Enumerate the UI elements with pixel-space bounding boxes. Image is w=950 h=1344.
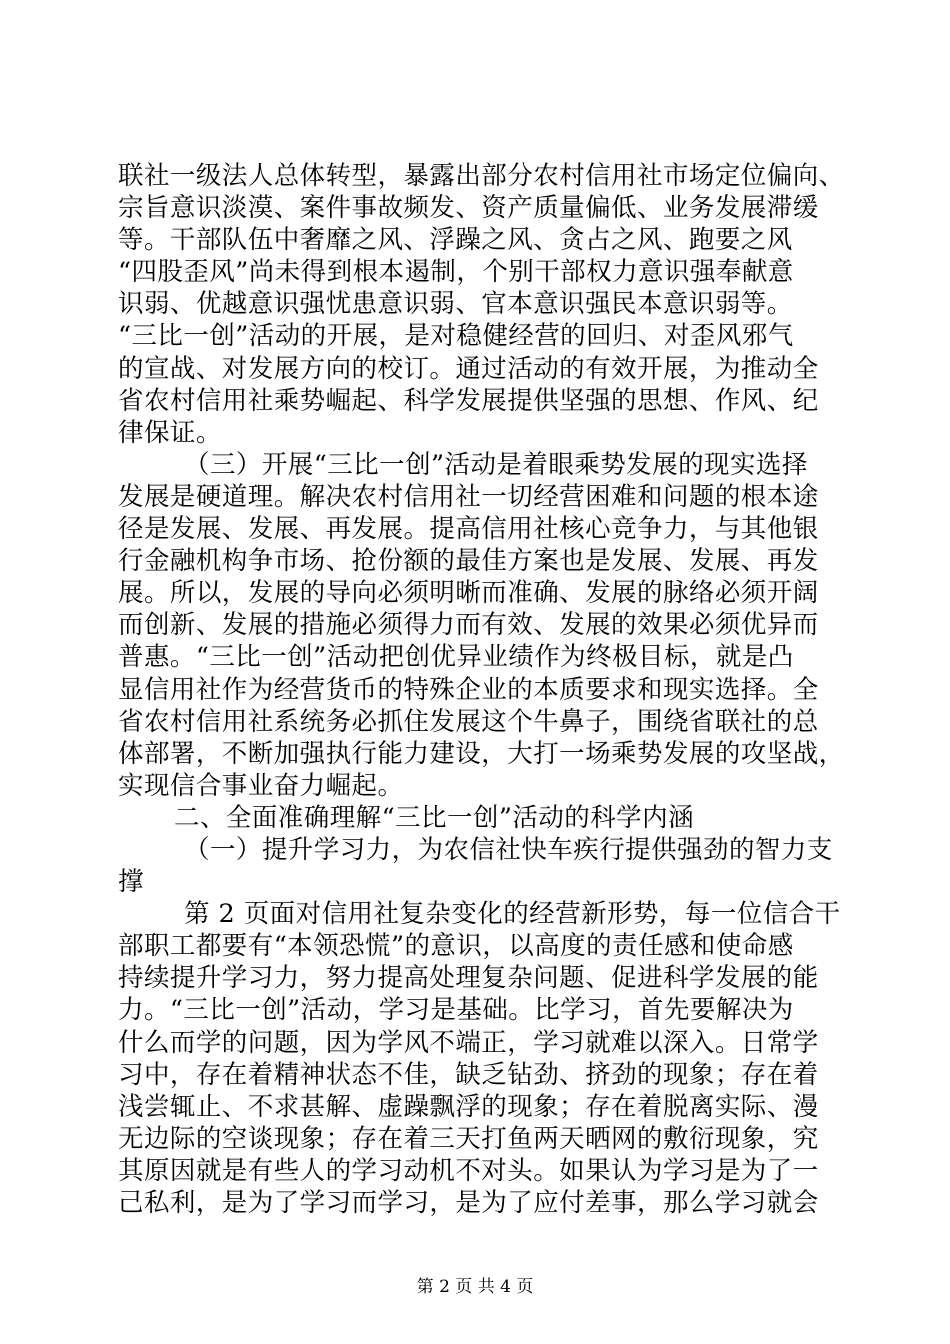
text-line: “三比一创”活动的开展，是对稳健经营的回归、对歪风邪气: [118, 321, 794, 352]
text-line: 二、全面准确理解“三比一创”活动的科学内涵: [174, 802, 695, 833]
text-line: 无边际的空谈现象；存在着三天打鱼两天晒网的敷衍现象，究: [118, 1123, 819, 1154]
text-line: 展。所以，发展的导向必须明晰而准确、发展的脉络必须开阔: [118, 578, 819, 609]
text-line: 普惠。“三比一创”活动把创优异业绩作为终极目标，就是凸: [118, 642, 794, 673]
text-line: 省农村信用社乘势崛起、科学发展提供坚强的思想、作风、纪: [118, 385, 819, 416]
text-line: 的宣战、对发展方向的校订。通过活动的有效开展，为推动全: [118, 353, 819, 384]
text-line: 径是发展、发展、再发展。提高信用社核心竞争力，与其他银: [118, 514, 819, 545]
text-line: 撑: [118, 867, 144, 898]
text-line: 己私利，是为了学习而学习，是为了应付差事，那么学习就会: [118, 1188, 819, 1218]
text-line: 体部署，不断加强执行能力建设，大打一场乘势发展的攻坚战，: [118, 738, 845, 769]
text-line: （三）开展“三比一创”活动是着眼乘势发展的现实选择: [184, 449, 808, 480]
text-line: 宗旨意识淡漠、案件事故频发、资产质量偏低、业务发展滞缓: [118, 193, 819, 224]
text-line: （一）提升学习力，为农信社快车疾行提供强劲的智力支: [184, 834, 833, 865]
text-line: 其原因就是有些人的学习动机不对头。如果认为学习是为了一: [118, 1155, 819, 1186]
text-line: 实现信合事业奋力崛起。: [118, 770, 404, 801]
text-line: 显信用社作为经营货币的特殊企业的本质要求和现实选择。全: [118, 674, 819, 705]
text-line: 浅尝辄止、不求甚解、虚躁飘浮的现象；存在着脱离实际、漫: [118, 1091, 819, 1122]
text-line: 律保证。: [118, 417, 222, 448]
text-line: 等。干部队伍中奢靡之风、浮躁之风、贪占之风、跑要之风: [118, 225, 793, 256]
text-line: 持续提升学习力，努力提高处理复杂问题、促进科学发展的能: [118, 963, 819, 994]
page-footer: 第 2 页 共 4 页: [416, 1277, 534, 1297]
text-line: 第 2 页面对信用社复杂变化的经营新形势，每一位信合干: [184, 899, 841, 930]
text-line: 部职工都要有“本领恐慌”的意识，以高度的责任感和使命感: [118, 931, 794, 962]
text-line: 识弱、优越意识强忧患意识弱、官本意识强民本意识弱等。: [118, 289, 793, 320]
text-line: 习中，存在着精神状态不佳，缺乏钻劲、挤劲的现象；存在着: [118, 1059, 819, 1090]
text-line: 联社一级法人总体转型，暴露出部分农村信用社市场定位偏向、: [118, 161, 845, 191]
text-line: 发展是硬道理。解决农村信用社一切经营困难和问题的根本途: [118, 481, 819, 512]
text-line: 行金融机构争市场、抢份额的最佳方案也是发展、发展、再发: [118, 546, 819, 577]
document-body: [118, 160, 845, 1219]
text-line: 什么而学的问题，因为学风不端正，学习就难以深入。日常学: [118, 1027, 819, 1058]
text-line: 而创新、发展的措施必须得力而有效、发展的效果必须优异而: [118, 610, 819, 641]
text-line: 省农村信用社系统务必抓住发展这个牛鼻子，围绕省联社的总: [118, 706, 819, 737]
text-line: “四股歪风”尚未得到根本遏制，个别干部权力意识强奉献意: [118, 257, 794, 288]
text-line: 力。“三比一创”活动，学习是基础。比学习，首先要解决为: [118, 995, 794, 1026]
